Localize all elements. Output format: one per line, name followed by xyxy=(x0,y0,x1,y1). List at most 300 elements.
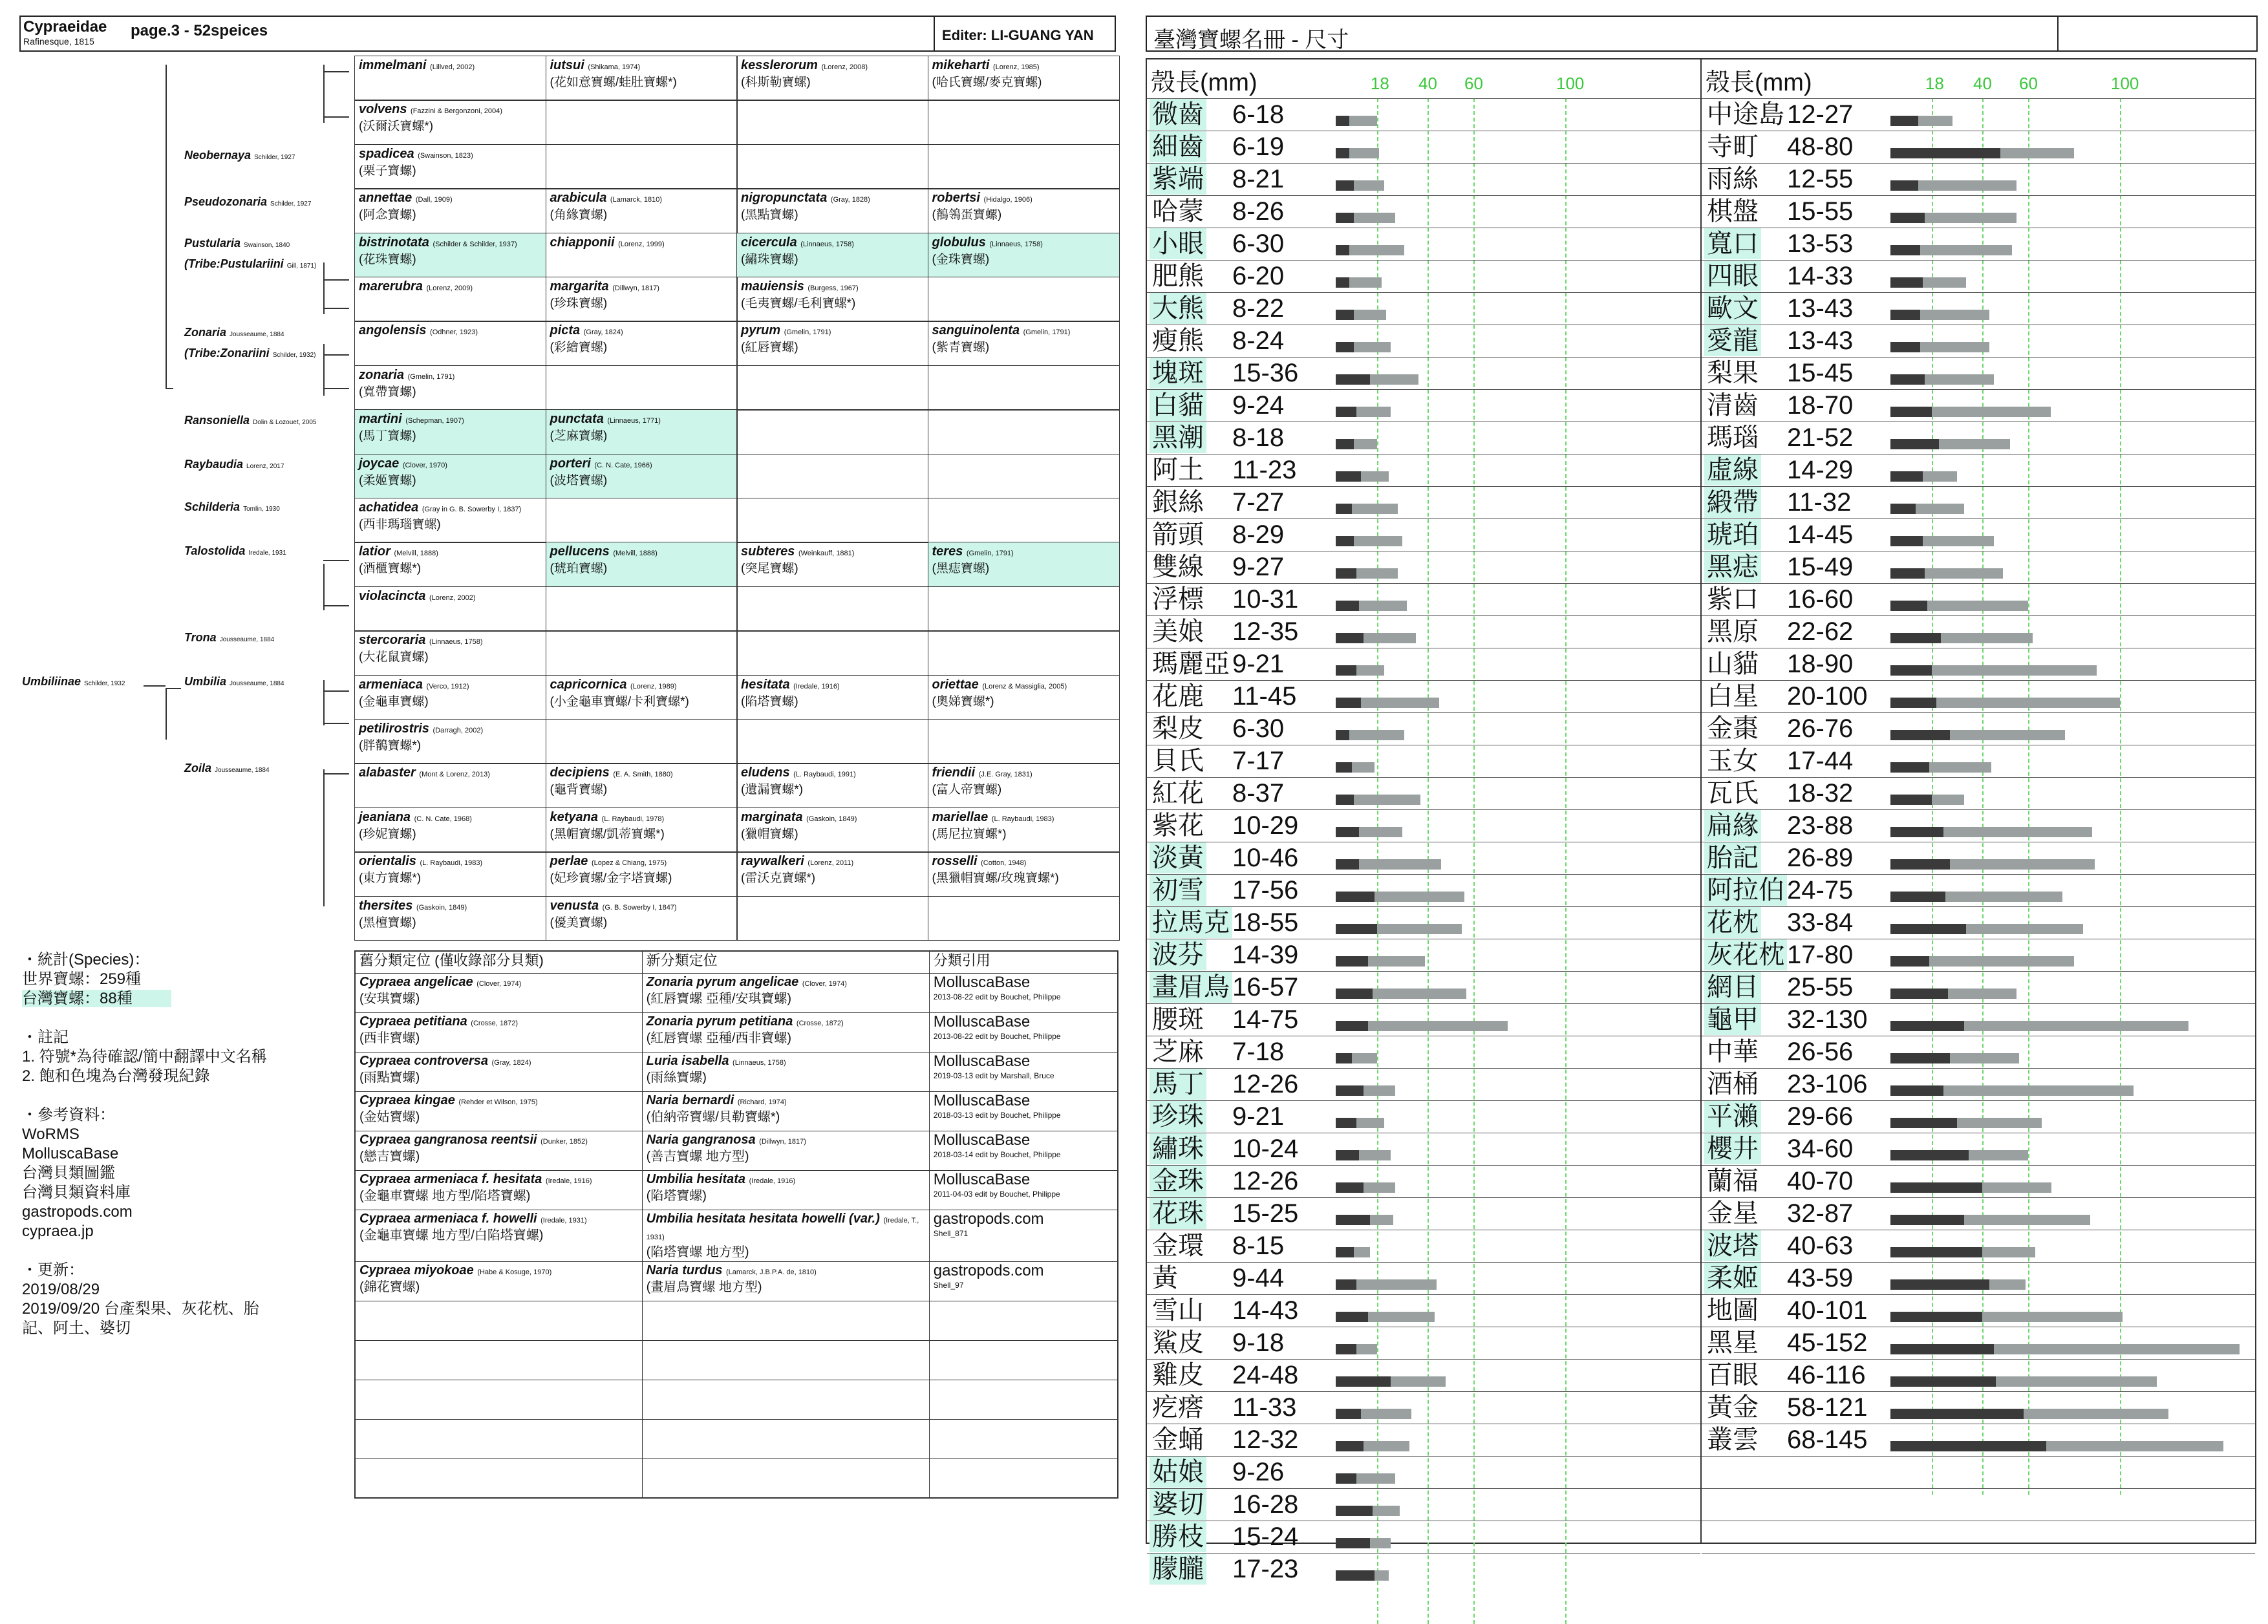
size-bar-range xyxy=(1364,1441,1409,1451)
classification-ref-cell xyxy=(929,1261,1118,1301)
shell-name: 畫眉鳥 xyxy=(1150,972,1232,1003)
species-author: (Gray in G. B. Sowerby I, 1837) xyxy=(422,506,522,513)
new-chinese-name: (紅唇寶螺 亞種/安琪寶螺) xyxy=(646,991,792,1006)
shell-size-range: 14-45 xyxy=(1787,520,1854,549)
size-bar-range xyxy=(1982,1247,2035,1257)
shell-size-range: 15-36 xyxy=(1232,359,1299,387)
species-line xyxy=(359,367,542,385)
species-line xyxy=(932,809,1115,827)
species-line xyxy=(741,58,924,75)
genus-label xyxy=(22,675,125,689)
old-classification-cell xyxy=(355,1012,642,1052)
species-cell xyxy=(928,144,1120,189)
species-cell xyxy=(546,365,738,411)
size-row xyxy=(1147,1165,1700,1197)
shell-size-range: 15-24 xyxy=(1232,1522,1299,1551)
size-bar-min xyxy=(1890,633,1941,643)
size-tick-label: 60 xyxy=(1464,74,1483,93)
genus-name: Schilderia xyxy=(184,500,241,513)
species-cell xyxy=(736,630,928,676)
species-name: orientalis xyxy=(359,854,416,869)
size-bar-min xyxy=(1336,924,1377,934)
size-row xyxy=(1147,874,1700,906)
shell-name: 黑星 xyxy=(1707,1329,1759,1357)
species-line xyxy=(359,853,542,871)
ref-item: 台灣貝類圖鑑 xyxy=(22,1164,115,1182)
species-line xyxy=(359,235,542,252)
size-row xyxy=(1147,260,1700,292)
species-cell xyxy=(546,630,738,676)
species-cell xyxy=(928,233,1120,278)
new-name-line xyxy=(647,1014,925,1031)
ref-item: WoRMS xyxy=(22,1126,80,1143)
species-author: (Lorenz, 2009) xyxy=(426,284,473,292)
species-line xyxy=(359,102,542,119)
genus-label xyxy=(184,500,280,514)
shell-size-range: 12-27 xyxy=(1787,100,1854,129)
classification-empty-row xyxy=(355,1419,1118,1458)
genus-label xyxy=(184,762,270,775)
species-name: nigropunctata xyxy=(741,191,828,206)
size-bar-min xyxy=(1890,892,1945,902)
size-bar-min xyxy=(1890,536,1923,546)
tree-connector xyxy=(323,308,349,309)
shell-size-range: 10-24 xyxy=(1232,1135,1299,1163)
species-chinese-name: (花如意寶螺/蛙肚寶螺*) xyxy=(550,76,677,89)
species-chinese-name: (黑獵帽寶螺/玫瑰寶螺*) xyxy=(932,871,1059,886)
shell-size-range: 18-70 xyxy=(1787,391,1854,420)
classification-header-cell: 新分類定位 xyxy=(642,951,929,973)
shell-name: 波塔 xyxy=(1704,1230,1761,1261)
shell-size-range: 26-89 xyxy=(1787,844,1854,872)
shell-size-range: 9-21 xyxy=(1232,1102,1285,1131)
shell-size-range: 32-87 xyxy=(1787,1199,1854,1228)
size-bar-min xyxy=(1336,1538,1370,1548)
classification-header-cell: 分類引用 xyxy=(929,951,1118,973)
shell-size-range: 16-57 xyxy=(1232,973,1299,1001)
species-cell xyxy=(354,365,546,411)
size-row xyxy=(1147,357,1700,389)
size-row xyxy=(1147,777,1700,809)
species-cell xyxy=(546,542,738,587)
empty-cell xyxy=(642,1419,929,1458)
genus-name: Pseudozonaria xyxy=(184,195,268,208)
old-chinese-name: (金姑寶螺) xyxy=(359,1109,420,1124)
species-chinese-name: (奧娣寶螺*) xyxy=(932,694,994,709)
shell-size-range: 20-100 xyxy=(1787,682,1868,710)
species-line xyxy=(359,58,542,75)
shell-size-range: 13-53 xyxy=(1787,230,1854,258)
shell-size-range: 6-18 xyxy=(1232,100,1285,129)
size-row xyxy=(1147,1230,1700,1262)
size-bar-range xyxy=(1964,1215,2090,1225)
old-name-line xyxy=(359,975,638,992)
species-line xyxy=(550,235,733,252)
species-cell xyxy=(736,365,928,411)
species-cell xyxy=(546,454,738,499)
new-name: Luria isabella xyxy=(646,1053,729,1068)
tree-connector xyxy=(323,262,325,314)
new-author: (Iredale, 1916) xyxy=(749,1177,796,1185)
classification-header-row xyxy=(355,951,1118,973)
species-chinese-name: (鶺鴒蛋寶螺) xyxy=(932,208,1002,222)
size-bar-min xyxy=(1336,180,1354,191)
species-line xyxy=(359,456,542,473)
old-name-line xyxy=(359,1212,638,1228)
species-line xyxy=(932,677,1115,694)
ref-item: cypraea.jp xyxy=(22,1223,94,1240)
species-name: bistrinotata xyxy=(359,235,429,250)
size-bar-min xyxy=(1336,277,1349,288)
shell-name: 哈蒙 xyxy=(1152,197,1204,226)
shell-name: 瘦熊 xyxy=(1152,326,1204,355)
old-author: (Gray, 1824) xyxy=(491,1058,531,1067)
species-line xyxy=(359,146,542,164)
species-author: (Hidalgo, 1906) xyxy=(983,196,1032,204)
species-name: venusta xyxy=(550,898,599,913)
size-bar-range xyxy=(1943,827,2093,837)
size-row xyxy=(1702,1359,2255,1391)
size-row xyxy=(1702,1133,2255,1165)
size-row xyxy=(1147,809,1700,842)
species-cell xyxy=(736,144,928,189)
size-row xyxy=(1702,454,2255,486)
species-cell xyxy=(354,586,546,632)
species-line xyxy=(550,323,733,340)
new-name: Naria gangranosa xyxy=(646,1132,756,1147)
species-cell xyxy=(546,675,738,720)
species-author: (Weinkauff, 1881) xyxy=(798,550,855,558)
size-row xyxy=(1147,1100,1700,1133)
species-author: (J.E. Gray, 1831) xyxy=(978,771,1032,779)
size-row xyxy=(1147,98,1700,131)
shell-name: 繡珠 xyxy=(1150,1133,1206,1164)
species-line xyxy=(932,323,1115,340)
size-row xyxy=(1702,971,2255,1003)
new-classification-cell xyxy=(642,1210,929,1261)
shell-size-range: 8-22 xyxy=(1232,294,1285,323)
size-bar-min xyxy=(1336,956,1368,967)
size-bar-min xyxy=(1336,762,1352,773)
classification-ref-cell xyxy=(929,973,1118,1012)
species-cell xyxy=(546,188,738,233)
size-bar-min xyxy=(1336,1570,1375,1581)
species-author: (Linnaeus, 1771) xyxy=(607,417,661,425)
species-name: iutsui xyxy=(550,58,584,72)
species-cell xyxy=(354,630,546,676)
size-bar-range xyxy=(1370,1538,1391,1548)
shell-size-range: 12-35 xyxy=(1232,617,1299,646)
size-row xyxy=(1702,874,2255,906)
size-bar-min xyxy=(1890,1409,2024,1419)
species-line xyxy=(932,235,1115,252)
size-row xyxy=(1702,1294,2255,1327)
old-classification-cell xyxy=(355,1210,642,1261)
size-row xyxy=(1147,1424,1700,1456)
shell-size-range: 8-37 xyxy=(1232,779,1285,807)
shell-name: 雞皮 xyxy=(1152,1361,1204,1389)
classification-table xyxy=(354,950,1118,1499)
species-author: (Lorenz, 1989) xyxy=(630,682,677,690)
update-1: 2019/08/29 xyxy=(22,1281,100,1298)
size-bar-range xyxy=(1356,1118,1384,1128)
species-chinese-name: (琥珀寶螺) xyxy=(550,562,608,576)
new-classification-cell xyxy=(642,1170,929,1210)
size-bar-range xyxy=(1354,439,1377,449)
shell-size-range: 10-31 xyxy=(1232,585,1299,614)
species-author: (Clover, 1970) xyxy=(402,461,447,469)
size-bar-min xyxy=(1336,374,1370,385)
shell-name: 婆切 xyxy=(1150,1489,1206,1520)
size-bar-range xyxy=(1354,536,1402,546)
species-cell xyxy=(546,144,738,189)
shell-name: 紅花 xyxy=(1152,779,1204,807)
tree-connector xyxy=(166,688,167,740)
species-line xyxy=(741,279,924,296)
species-author: (Gmelin, 1791) xyxy=(1023,328,1071,337)
size-row xyxy=(1147,1488,1700,1521)
old-author: (Dunker, 1852) xyxy=(540,1137,588,1146)
size-row xyxy=(1702,1327,2255,1359)
editor-label: Editer: LI-GUANG YAN xyxy=(942,27,1094,43)
size-bar-min xyxy=(1890,988,1948,999)
size-bar-min xyxy=(1336,1182,1364,1193)
size-bar-range xyxy=(1925,374,1994,385)
size-bar-range xyxy=(1370,1215,1393,1225)
species-author: (Lillved, 2002) xyxy=(430,63,475,71)
species-name: violacincta xyxy=(359,588,426,603)
species-line xyxy=(359,632,542,650)
species-cell xyxy=(546,719,738,764)
classification-row xyxy=(355,1012,1118,1052)
size-bar-range xyxy=(1920,310,1989,320)
size-bar-min xyxy=(1336,116,1349,126)
size-bar-range xyxy=(1352,762,1375,773)
old-chinese-name: (安琪寶螺) xyxy=(359,991,420,1006)
ref-item: 台灣貝類資料庫 xyxy=(22,1184,131,1201)
size-bar-min xyxy=(1336,1021,1368,1031)
species-name: sanguinolenta xyxy=(932,323,1020,338)
species-cell xyxy=(354,321,546,366)
species-name: achatidea xyxy=(359,500,419,515)
classification-empty-row xyxy=(355,1301,1118,1340)
shell-name: 箭頭 xyxy=(1152,520,1204,549)
size-bar-range xyxy=(1361,698,1439,708)
shell-name: 細齒 xyxy=(1150,131,1206,162)
shell-name: 櫻井 xyxy=(1704,1133,1761,1164)
species-cell xyxy=(354,100,546,145)
species-name: mariellae xyxy=(932,809,989,824)
old-author: (Clover, 1974) xyxy=(476,979,522,988)
shell-size-range: 16-28 xyxy=(1232,1490,1299,1519)
old-chinese-name: (錦花寶螺) xyxy=(359,1279,420,1294)
size-row xyxy=(1702,1197,2255,1230)
shell-name: 腰斑 xyxy=(1152,1005,1204,1034)
size-bar-range xyxy=(1349,730,1404,740)
species-author: (Lorenz, 2008) xyxy=(821,63,868,71)
shell-size-range: 10-46 xyxy=(1232,844,1299,872)
size-row xyxy=(1147,745,1700,777)
size-row xyxy=(1702,486,2255,518)
genus-name: Umbiliinae xyxy=(22,675,81,688)
species-line xyxy=(359,809,542,827)
size-bar-min xyxy=(1890,1279,1989,1290)
species-cell xyxy=(928,409,1120,454)
size-bar-range xyxy=(1994,1344,2240,1354)
shell-size-range: 15-49 xyxy=(1787,553,1854,581)
species-cell xyxy=(928,763,1120,808)
species-name: pellucens xyxy=(550,544,610,559)
new-name-line xyxy=(647,1133,925,1149)
size-bar-range xyxy=(1354,310,1386,320)
size-tick-label: 100 xyxy=(2111,74,2139,93)
species-name: hesitata xyxy=(741,677,790,692)
size-column-right xyxy=(1700,58,2256,1544)
shell-name: 朦朧 xyxy=(1150,1554,1206,1585)
size-bar-range xyxy=(1996,1376,2157,1387)
species-cell xyxy=(354,498,546,543)
size-row xyxy=(1147,389,1700,422)
species-cell xyxy=(546,100,738,145)
shell-name: 美娘 xyxy=(1152,617,1204,646)
size-bar-min xyxy=(1890,1312,1982,1322)
new-classification-cell xyxy=(642,1052,929,1091)
shell-size-range: 46-116 xyxy=(1787,1361,1866,1389)
shell-name: 瓦氏 xyxy=(1707,779,1759,807)
species-cell xyxy=(928,498,1120,543)
new-chinese-name: (雨絲寶螺) xyxy=(646,1070,707,1085)
size-bar-range xyxy=(1364,1085,1396,1096)
new-classification-cell xyxy=(642,973,929,1012)
empty-cell xyxy=(642,1340,929,1380)
new-chinese-name: (紅唇寶螺 亞種/西非寶螺) xyxy=(646,1031,792,1045)
size-bar-range xyxy=(1391,1376,1446,1387)
old-classification-cell xyxy=(355,1170,642,1210)
genus-author: Lorenz, 2017 xyxy=(246,463,284,470)
species-chinese-name: (龜背寶螺) xyxy=(550,783,608,797)
stats-taiwan: 台灣寶螺：88種 xyxy=(22,990,171,1007)
species-cell xyxy=(354,851,546,897)
size-bar-min xyxy=(1890,1344,1994,1354)
shell-name: 百眼 xyxy=(1707,1361,1759,1389)
species-cell xyxy=(546,586,738,632)
old-name: Cypraea kingae xyxy=(359,1093,455,1107)
species-line xyxy=(550,279,733,296)
size-row xyxy=(1147,1327,1700,1359)
size-row xyxy=(1702,906,2255,939)
tree-connector xyxy=(323,769,325,906)
tree-connector xyxy=(323,605,349,606)
new-author: (Dillwyn, 1817) xyxy=(759,1137,806,1146)
empty-cell xyxy=(642,1380,929,1419)
shell-size-range: 8-26 xyxy=(1232,197,1285,226)
shell-name: 姑娘 xyxy=(1150,1457,1206,1488)
shell-name: 清齒 xyxy=(1707,391,1759,420)
size-panel-title: 臺灣寶螺名冊 - 尺寸 xyxy=(1153,28,1349,52)
shell-size-range: 23-106 xyxy=(1787,1070,1868,1098)
size-bar-range xyxy=(1939,439,2010,449)
size-bar-range xyxy=(1356,568,1398,579)
size-bar-min xyxy=(1336,536,1354,546)
species-name: raywalkeri xyxy=(741,854,804,869)
species-name: mauiensis xyxy=(741,279,804,294)
old-chinese-name: (金龜車寶螺 地方型/陷塔寶螺) xyxy=(359,1188,531,1203)
size-bar-min xyxy=(1890,698,1936,708)
size-bar-min xyxy=(1890,439,1939,449)
species-author: (Iredale, 1916) xyxy=(793,682,840,690)
species-author: (Lorenz, 1999) xyxy=(618,240,665,248)
size-row xyxy=(1147,1521,1700,1553)
classification-row xyxy=(355,1210,1118,1261)
species-chinese-name: (金龜車寶螺) xyxy=(359,694,429,709)
species-author: (Dillwyn, 1817) xyxy=(612,284,659,292)
size-row xyxy=(1147,1391,1700,1424)
ref-detail: Shell_871 xyxy=(933,1228,968,1238)
new-classification-cell xyxy=(642,1261,929,1301)
size-bar-range xyxy=(1966,924,2083,934)
species-cell xyxy=(928,630,1120,676)
shell-name: 珍珠 xyxy=(1150,1101,1206,1132)
genus-label xyxy=(184,149,295,162)
shell-name: 貝氏 xyxy=(1152,747,1204,775)
classification-row xyxy=(355,1091,1118,1131)
family-author: Rafinesque, 1815 xyxy=(23,36,94,47)
species-name: chiapponii xyxy=(550,235,615,250)
shell-name: 疙瘩 xyxy=(1152,1393,1204,1422)
size-bar-min xyxy=(1890,601,1927,611)
species-name: globulus xyxy=(932,235,986,250)
species-cell xyxy=(736,188,928,233)
shell-name: 黃金 xyxy=(1707,1393,1759,1422)
size-bar-min xyxy=(1890,1247,1982,1257)
size-bar-range xyxy=(1925,568,2003,579)
species-cell xyxy=(354,542,546,587)
species-name: marerubra xyxy=(359,279,423,294)
classification-empty-row xyxy=(355,1380,1118,1419)
species-cell xyxy=(928,56,1120,101)
shell-name: 紫花 xyxy=(1152,811,1204,840)
size-bar-range xyxy=(1982,1182,2051,1193)
remark-2: 2. 飽和色塊為台灣發現紀錄 xyxy=(22,1067,210,1085)
shell-name: 梨皮 xyxy=(1152,714,1204,743)
size-row xyxy=(1147,1197,1700,1230)
size-bar-range xyxy=(1368,1021,1508,1031)
classification-header-cell: 舊分類定位 (僅收錄部分貝類) xyxy=(355,951,642,973)
classification-ref-cell xyxy=(929,1131,1118,1170)
species-name: kesslerorum xyxy=(741,58,818,72)
classification-row xyxy=(355,1261,1118,1301)
species-author: (Lamarck, 1810) xyxy=(610,196,662,204)
size-bar-range xyxy=(1349,116,1377,126)
size-row xyxy=(1702,1391,2255,1424)
size-bar-min xyxy=(1890,342,1920,352)
tree-connector xyxy=(323,773,349,775)
remark-1: 1. 符號*為待確認/簡中翻譯中文名稱 xyxy=(22,1048,267,1065)
remarks-title: ・註記 xyxy=(22,1029,69,1046)
size-bar-range xyxy=(1923,277,1966,288)
size-bar-min xyxy=(1890,245,1920,255)
size-bar-range xyxy=(1950,730,2065,740)
species-cell xyxy=(354,409,546,454)
shell-name: 胎記 xyxy=(1704,842,1761,873)
species-chinese-name: (優美寶螺) xyxy=(550,915,608,930)
species-author: (Schepman, 1907) xyxy=(405,417,464,425)
species-name: thersites xyxy=(359,898,413,913)
size-bar-range xyxy=(1373,1506,1400,1516)
species-chinese-name: (芝麻寶螺) xyxy=(550,429,608,443)
shell-size-range: 7-27 xyxy=(1232,488,1285,517)
shell-size-range: 12-26 xyxy=(1232,1070,1299,1098)
